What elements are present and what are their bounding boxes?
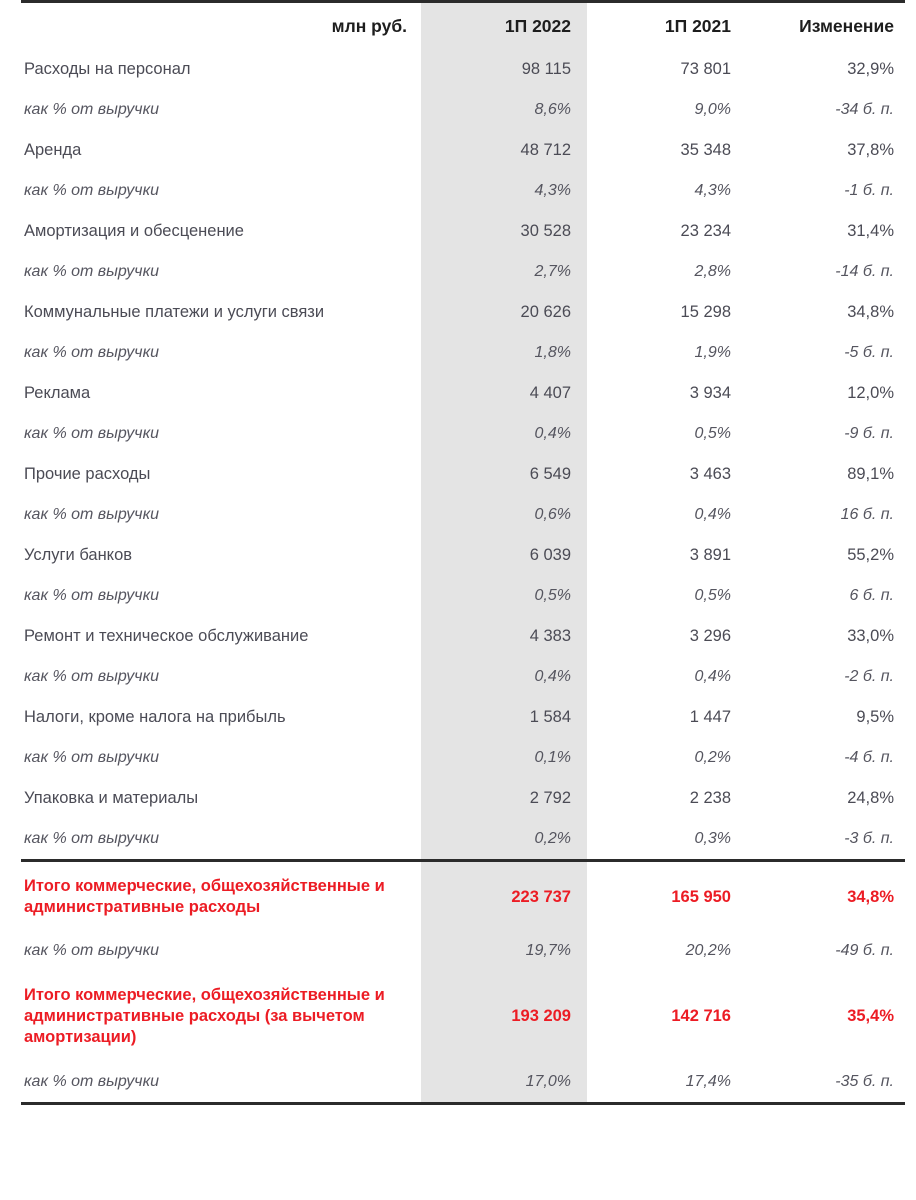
table-row-percent-of-revenue (21, 333, 905, 373)
table-row-percent-of-revenue (21, 90, 905, 130)
table-row-percent-of-revenue (21, 495, 905, 535)
value-change: 31,4% (847, 222, 894, 240)
table-row (21, 211, 905, 252)
percent-previous-period: 0,4% (694, 506, 731, 523)
value-change: 89,1% (847, 465, 894, 483)
value-previous-period: 2 238 (689, 789, 731, 807)
value-current-period: 6 549 (529, 465, 571, 483)
percent-current-period: 1,8% (534, 344, 571, 361)
percent-current-period: 0,6% (534, 506, 571, 523)
percent-previous-period: 2,8% (694, 263, 731, 280)
percent-current-period: 0,2% (534, 830, 571, 847)
percent-previous-period: 4,3% (694, 182, 731, 199)
table-row (21, 616, 905, 657)
value-current-period: 4 407 (529, 384, 571, 402)
expense-item-label: Упаковка и материалы (24, 789, 199, 807)
table-row (21, 130, 905, 171)
value-current-period: 4 383 (529, 627, 571, 645)
percent-change-bps: 6 б. п. (849, 587, 894, 604)
column-header-change: Изменение (799, 16, 894, 36)
value-previous-period: 73 801 (680, 60, 731, 78)
percent-current-period: 4,3% (534, 182, 571, 199)
table-row (21, 778, 905, 819)
percent-change-bps: -3 б. п. (844, 830, 894, 847)
sg-and-a-expenses-table (21, 0, 905, 1105)
percent-change-bps: -5 б. п. (844, 344, 894, 361)
percent-current-period: 0,4% (534, 425, 571, 442)
column-header-previous: 1П 2021 (664, 16, 731, 36)
value-previous-period: 23 234 (680, 222, 731, 240)
total-row-percent-of-revenue (21, 1062, 905, 1104)
percent-current-period: 19,7% (525, 942, 571, 960)
percent-of-revenue-label: как % от выручки (24, 182, 160, 199)
percent-change-bps: 16 б. п. (840, 506, 894, 523)
value-current-period: 6 039 (529, 546, 571, 564)
table-bottom-rule (21, 1103, 905, 1105)
total-current-period: 193 209 (511, 1007, 571, 1026)
percent-previous-period: 1,9% (694, 344, 731, 361)
total-row-percent-of-revenue (21, 931, 905, 971)
total-current-period: 223 737 (511, 887, 571, 906)
value-previous-period: 3 891 (689, 546, 731, 564)
percent-change-bps: -1 б. п. (844, 182, 894, 199)
value-current-period: 1 584 (529, 708, 571, 726)
percent-of-revenue-label: как % от выручки (24, 942, 160, 960)
expense-item-label: Реклама (24, 384, 91, 402)
percent-current-period: 2,7% (534, 263, 571, 280)
value-previous-period: 3 296 (689, 627, 731, 645)
percent-previous-period: 17,4% (685, 1072, 731, 1090)
percent-current-period: 0,5% (534, 587, 571, 604)
percent-change-bps: -35 б. п. (835, 1072, 894, 1090)
value-previous-period: 3 463 (689, 465, 731, 483)
value-current-period: 2 792 (529, 789, 571, 807)
table-row-percent-of-revenue (21, 819, 905, 861)
value-change: 12,0% (847, 384, 894, 402)
percent-current-period: 8,6% (534, 101, 571, 118)
value-current-period: 48 712 (520, 141, 571, 159)
percent-current-period: 0,4% (534, 668, 571, 685)
percent-previous-period: 0,5% (694, 425, 731, 442)
percent-of-revenue-label: как % от выручки (24, 830, 160, 847)
expense-item-label: Аренда (24, 141, 82, 159)
percent-previous-period: 20,2% (685, 942, 731, 960)
value-change: 34,8% (847, 303, 894, 321)
total-label: Итого коммерческие, общехозяйственные и административные расходы (за вычетом амортизации) (24, 986, 385, 1047)
column-header-unit: млн руб. (331, 16, 407, 36)
percent-current-period: 17,0% (525, 1072, 571, 1090)
percent-change-bps: -34 б. п. (835, 101, 894, 118)
percent-current-period: 0,1% (534, 749, 571, 766)
table-row (21, 373, 905, 414)
table-body (21, 2, 905, 1105)
percent-of-revenue-label: как % от выручки (24, 668, 160, 685)
percent-previous-period: 9,0% (694, 101, 731, 118)
percent-of-revenue-label: как % от выручки (24, 425, 160, 442)
value-current-period: 30 528 (520, 222, 571, 240)
percent-change-bps: -2 б. п. (844, 668, 894, 685)
table-header-row (21, 3, 905, 49)
percent-change-bps: -14 б. п. (835, 263, 894, 280)
expense-item-label: Прочие расходы (24, 465, 151, 483)
value-change: 24,8% (847, 789, 894, 807)
value-change: 9,5% (856, 708, 894, 726)
expense-item-label: Налоги, кроме налога на прибыль (24, 708, 286, 726)
percent-change-bps: -9 б. п. (844, 425, 894, 442)
percent-change-bps: -49 б. п. (835, 942, 894, 960)
table-row-percent-of-revenue (21, 576, 905, 616)
table-row-percent-of-revenue (21, 414, 905, 454)
table-row-percent-of-revenue (21, 657, 905, 697)
total-previous-period: 165 950 (671, 887, 731, 906)
value-previous-period: 1 447 (689, 708, 731, 726)
percent-of-revenue-label: как % от выручки (24, 587, 160, 604)
table-row-percent-of-revenue (21, 171, 905, 211)
total-change: 35,4% (847, 1007, 894, 1026)
value-change: 55,2% (847, 546, 894, 564)
value-current-period: 98 115 (521, 60, 571, 78)
table-row (21, 454, 905, 495)
percent-of-revenue-label: как % от выручки (24, 1072, 160, 1090)
percent-previous-period: 0,3% (694, 830, 731, 847)
value-previous-period: 3 934 (689, 384, 731, 402)
total-label: Итого коммерческие, общехозяйственные и административные расходы (24, 877, 385, 917)
percent-of-revenue-label: как % от выручки (24, 344, 160, 361)
percent-previous-period: 0,2% (694, 749, 731, 766)
expense-item-label: Расходы на персонал (24, 60, 191, 78)
percent-of-revenue-label: как % от выручки (24, 749, 160, 766)
column-header-current: 1П 2022 (504, 16, 571, 36)
total-change: 34,8% (847, 887, 894, 906)
total-previous-period: 142 716 (671, 1007, 731, 1026)
value-change: 33,0% (847, 627, 894, 645)
percent-change-bps: -4 б. п. (844, 749, 894, 766)
percent-previous-period: 0,4% (694, 668, 731, 685)
table-row (21, 535, 905, 576)
table-row (21, 292, 905, 333)
total-row (21, 971, 905, 1061)
total-row (21, 862, 905, 931)
expense-item-label: Ремонт и техническое обслуживание (24, 627, 309, 645)
table-row-percent-of-revenue (21, 252, 905, 292)
value-change: 37,8% (847, 141, 894, 159)
table-row (21, 49, 905, 90)
table-row-percent-of-revenue (21, 738, 905, 778)
expense-item-label: Коммунальные платежи и услуги связи (24, 303, 325, 321)
expense-item-label: Амортизация и обесценение (24, 222, 244, 240)
expense-item-label: Услуги банков (24, 546, 133, 564)
percent-of-revenue-label: как % от выручки (24, 506, 160, 523)
percent-of-revenue-label: как % от выручки (24, 101, 160, 118)
value-change: 32,9% (847, 60, 894, 78)
percent-previous-period: 0,5% (694, 587, 731, 604)
value-previous-period: 15 298 (680, 303, 731, 321)
value-previous-period: 35 348 (680, 141, 731, 159)
value-current-period: 20 626 (520, 303, 571, 321)
table-row (21, 697, 905, 738)
horizontal-rule (21, 1103, 905, 1105)
percent-of-revenue-label: как % от выручки (24, 263, 160, 280)
